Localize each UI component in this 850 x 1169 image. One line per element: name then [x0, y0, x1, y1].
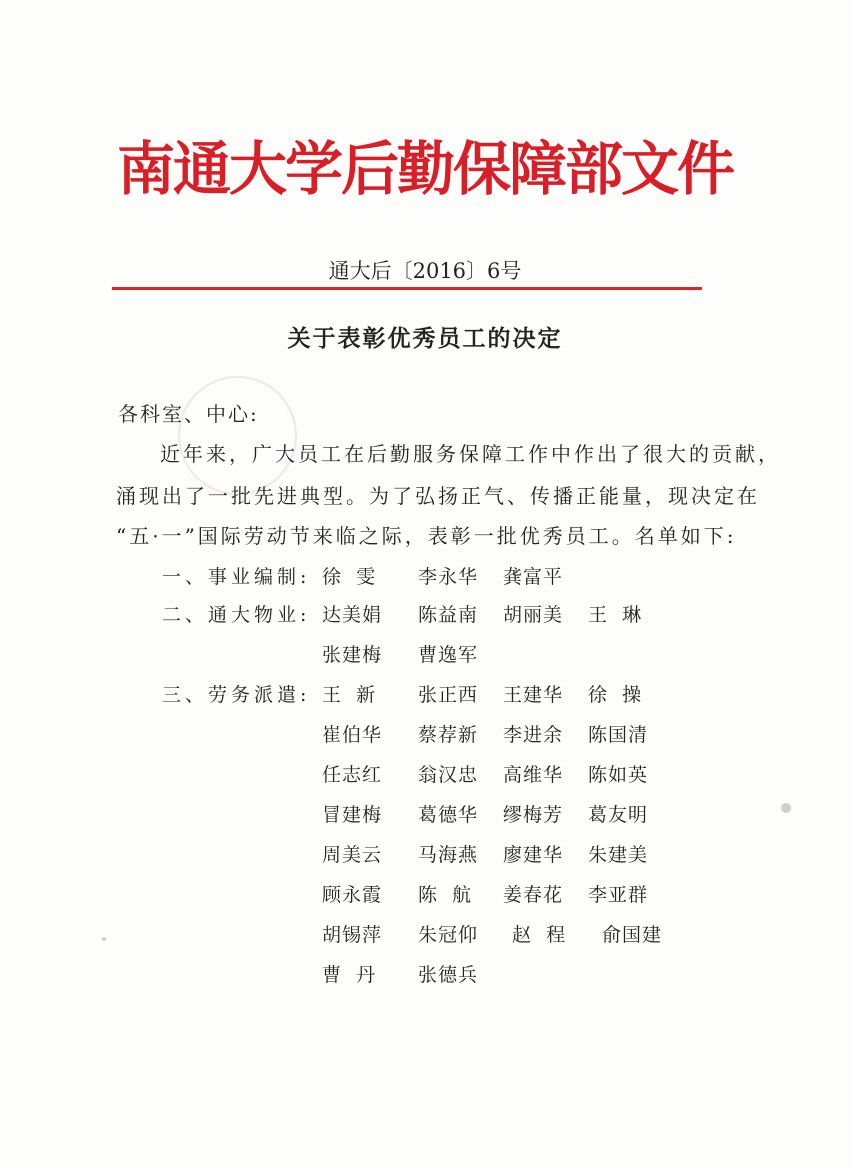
- category-label: 一、事业编制:: [162, 566, 311, 588]
- scan-smudge: [102, 937, 106, 941]
- employee-name: 徐 雯: [322, 566, 377, 588]
- employee-name: 蔡荐新: [418, 724, 479, 746]
- employee-name: 龚富平: [503, 566, 564, 588]
- employee-name: 曹逸军: [418, 644, 479, 666]
- body-paragraph-line: 近年来，广大员工在后勤服务保障工作中作出了很大的贡献，: [160, 442, 781, 466]
- employee-name: 李亚群: [588, 884, 649, 906]
- employee-name: 俞国建: [602, 924, 663, 946]
- employee-name: 高维华: [503, 764, 564, 786]
- employee-name: 廖建华: [503, 844, 564, 866]
- employee-name: 任志红: [322, 764, 383, 786]
- employee-name: 胡丽美: [503, 604, 564, 626]
- employee-name: 冒建梅: [322, 804, 383, 826]
- employee-name: 曹 丹: [322, 964, 377, 986]
- scan-smudge: [781, 803, 791, 813]
- employee-name: 王 新: [322, 684, 377, 706]
- body-paragraph-line: “五·一”国际劳动节来临之际，表彰一批优秀员工。名单如下:: [116, 524, 737, 548]
- employee-name: 崔伯华: [322, 724, 383, 746]
- employee-name: 陈 航: [418, 884, 473, 906]
- employee-name: 李进余: [503, 724, 564, 746]
- employee-name: 姜春花: [503, 884, 564, 906]
- salutation: 各科室、中心:: [118, 402, 259, 426]
- employee-name: 陈益南: [418, 604, 479, 626]
- employee-name: 葛德华: [418, 804, 479, 826]
- employee-name: 陈国清: [588, 724, 649, 746]
- employee-name: 王 琳: [588, 604, 643, 626]
- employee-name: 张正西: [418, 684, 479, 706]
- faint-seal-mark: [178, 376, 297, 495]
- employee-name: 顾永霞: [322, 884, 383, 906]
- document-masthead: 南通大学后勤保障部文件: [116, 135, 733, 203]
- document-title: 关于表彰优秀员工的决定: [287, 326, 563, 352]
- employee-name: 达美娟: [322, 604, 383, 626]
- employee-name: 朱建美: [588, 844, 649, 866]
- employee-name: 周美云: [322, 844, 383, 866]
- employee-name: 李永华: [418, 566, 479, 588]
- employee-name: 葛友明: [588, 804, 649, 826]
- employee-name: 张德兵: [418, 964, 479, 986]
- employee-name: 缪梅芳: [503, 804, 564, 826]
- body-paragraph-line: 涌现出了一批先进典型。为了弘扬正气、传播正能量，现决定在: [116, 484, 760, 508]
- employee-name: 马海燕: [418, 844, 479, 866]
- employee-name: 张建梅: [322, 644, 383, 666]
- category-label: 二、通大物业:: [162, 604, 311, 626]
- employee-name: 胡锡萍: [322, 924, 383, 946]
- employee-name: 赵 程: [512, 924, 567, 946]
- employee-name: 王建华: [503, 684, 564, 706]
- employee-name: 陈如英: [588, 764, 649, 786]
- category-label: 三、劳务派遣:: [162, 684, 311, 706]
- employee-name: 徐 操: [588, 684, 643, 706]
- employee-name: 翁汉忠: [418, 764, 479, 786]
- document-number: 通大后〔2016〕6号: [328, 259, 522, 283]
- employee-name: 朱冠仰: [418, 924, 479, 946]
- red-separator-line: [112, 287, 702, 290]
